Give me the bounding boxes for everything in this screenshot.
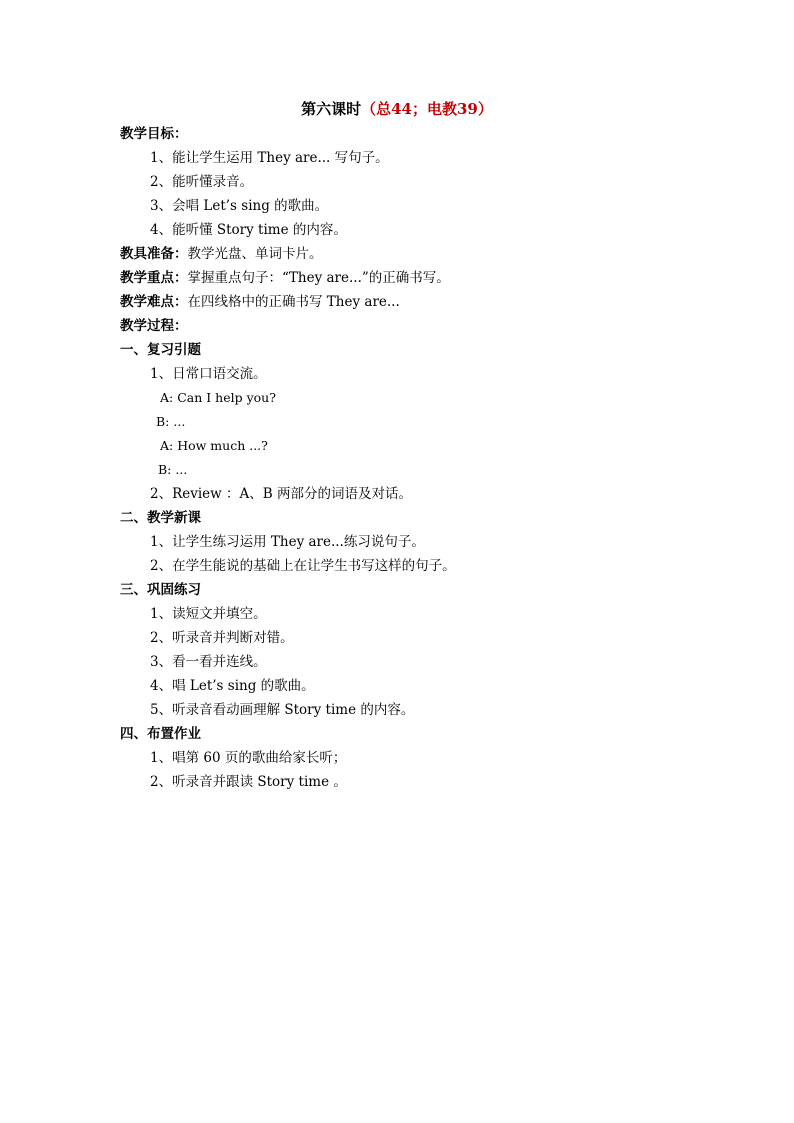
title-sub: （总44；电教39） — [361, 100, 493, 118]
page-title — [0, 99, 794, 119]
section1-item: 2、Review ：A、B 两部分的词语及对话。 — [150, 486, 412, 502]
materials-label: 教具准备： — [120, 246, 188, 262]
objective-item: 4、能听懂 Story time 的内容。 — [150, 222, 347, 238]
objective-item: 1、能让学生运用 They are... 写句子。 — [150, 150, 389, 166]
key-points-line — [120, 268, 450, 288]
title-main: 第六课时 — [301, 100, 362, 118]
difficulties-text: 在四线格中的正确书写 They are... — [187, 294, 400, 310]
section4-heading: 四、布置作业 — [120, 726, 201, 742]
materials-text: 教学光盘、单词卡片。 — [187, 246, 323, 262]
dialog-line: B: ... — [156, 414, 186, 429]
key-points-text: 掌握重点句子：“They are...”的正确书写。 — [187, 270, 450, 286]
section3-item: 5、听录音看动画理解 Story time 的内容。 — [150, 702, 415, 718]
section2-heading: 二、教学新课 — [120, 510, 201, 526]
difficulties-line — [120, 292, 400, 312]
section2-item: 1、让学生练习运用 They are...练习说句子。 — [150, 534, 425, 550]
materials-line — [120, 244, 323, 264]
dialog-line: A: How much ...? — [160, 438, 268, 453]
section3-item: 4、唱 Let’s sing 的歌曲。 — [150, 678, 315, 694]
difficulties-label: 教学难点： — [120, 294, 188, 310]
key-points-label: 教学重点： — [120, 270, 188, 286]
section1-item: 1、日常口语交流。 — [150, 366, 267, 382]
section3-item: 2、听录音并判断对错。 — [150, 630, 294, 646]
objective-item: 3、会唱 Let’s sing 的歌曲。 — [150, 198, 329, 214]
section4-item: 2、听录音并跟读 Story time 。 — [150, 774, 347, 790]
section2-item: 2、在学生能说的基础上在让学生书写这样的句子。 — [150, 558, 456, 574]
objective-item: 2、能听懂录音。 — [150, 174, 254, 190]
dialog-line: A: Can I help you? — [160, 390, 276, 405]
section3-item: 3、看一看并连线。 — [150, 654, 267, 670]
section3-heading: 三、巩固练习 — [120, 582, 201, 598]
section1-heading: 一、复习引题 — [120, 342, 201, 358]
section3-item: 1、读短文并填空。 — [150, 606, 267, 622]
section4-item: 1、唱第 60 页的歌曲给家长听； — [150, 750, 347, 766]
objectives-heading: 教学目标： — [120, 126, 188, 142]
process-heading: 教学过程： — [120, 318, 188, 334]
dialog-line: B: ... — [158, 462, 188, 477]
